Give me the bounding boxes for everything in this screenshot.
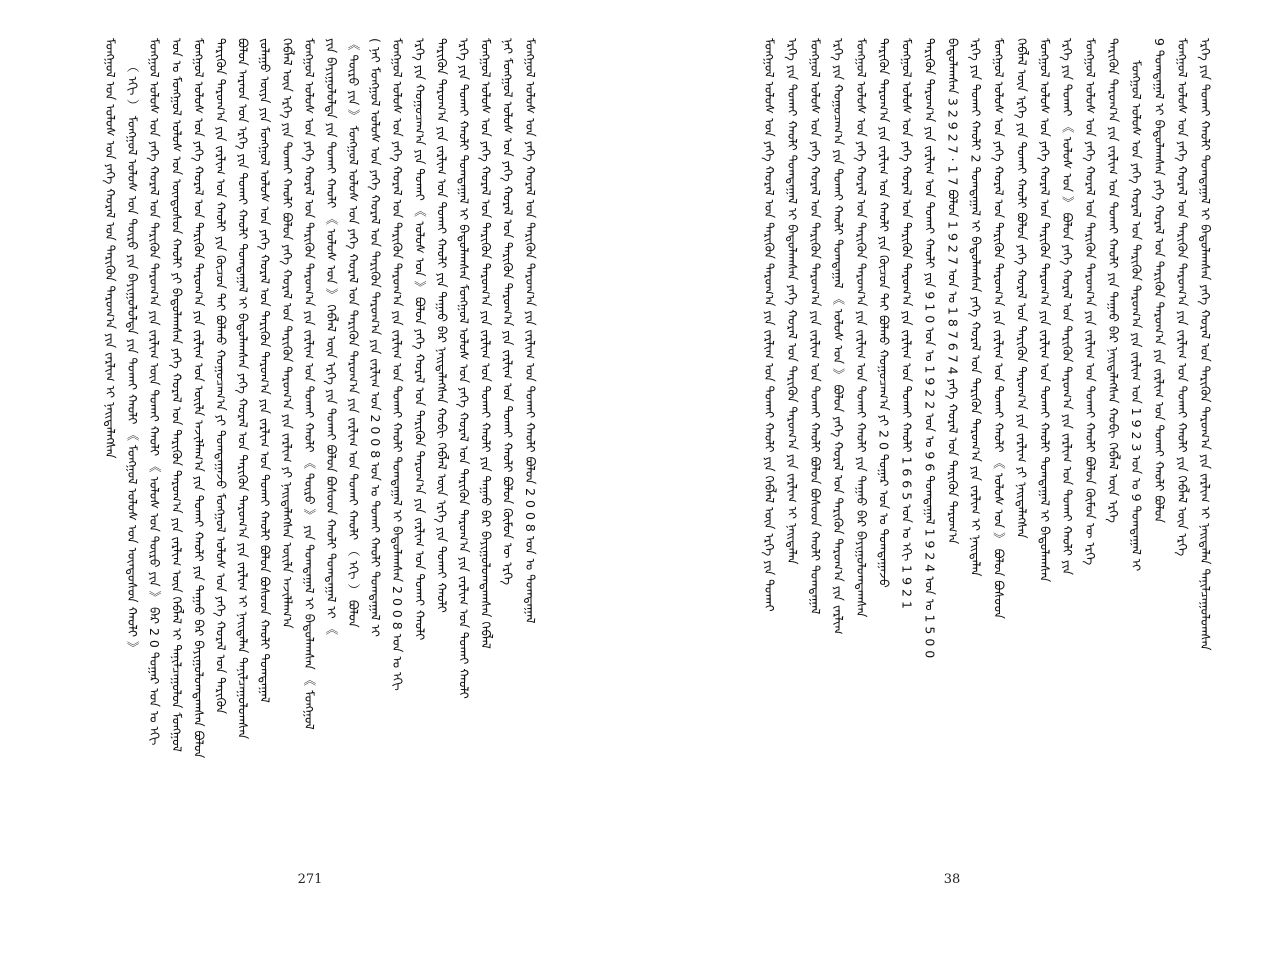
text-line: ᠮᠣᠩᠭᠣᠯ ᠤᠯᠤᠰ ᠤᠨ ᠶᠡᠬᠡ ᠬᠤᠷᠠᠯ ᠤᠨ ᠲᠡᠷᠢᠭᠦᠨ ᠳᠠᠷᠤᠭ᠎ᠠ ᠶᠢᠨ ᠵᠠᠷᠯᠢᠭ ᠤᠨ ᠦᠢᠯᠡ ᠠᠵᠢᠯᠯᠠᠭ᠎ᠠ ᠶᠢᠨ ᠲᠤᠬᠠᠢ ᠬᠠᠤᠯᠢ ᠶᠢᠨ ᠳᠠᠭᠠᠤ ᠪᠠᠷ ᠪᠠᠶᠢᠭᠤᠯᠤᠭᠳᠠᠭᠰᠠᠨ ᠪᠣᠯᠤᠨ xyxy=(191,38,207,759)
text-line: ᠮᠣᠩᠭᠣᠯ ᠤᠯᠤᠰ ᠤᠨ ᠶᠡᠬᠡ ᠬᠤᠷᠠᠯ ᠤᠨ ᠲᠡᠷᠢᠭᠦᠨ ᠳᠠᠷᠤᠭ᠎ᠠ ᠶᠢᠨ ᠵᠠᠷᠯᠢᠭ ᠤᠨ ᠲᠤᠬᠠᠢ ᠬᠠᠤᠯᠢ ᠪᠣᠯᠤᠨ 2 0 0 8 ᠣᠨ ᠤ ᠲᠣᠭᠲᠠᠭᠠᠯ xyxy=(522,38,538,624)
text-line: ᠵᠤᠯᠠᠭᠤ ᠦᠶᠡ ᠶᠢᠨ ᠮᠣᠩᠭᠣᠯ ᠤᠯᠤᠰ ᠤᠨ ᠶᠡᠬᠡ ᠬᠤᠷᠠᠯ ᠤᠨ ᠲᠡᠷᠢᠭᠦᠨ ᠳᠠᠷᠤᠭ᠎ᠠ ᠶᠢᠨ ᠵᠠᠷᠯᠢᠭ ᠤᠨ ᠲᠤᠬᠠᠢ ᠬᠠᠤᠯᠢ ᠪᠣᠯᠤᠨ ᠪᠤᠰᠤᠳ ᠬᠠᠤᠯᠢ ᠲᠣᠭᠲᠠᠭᠠᠯ xyxy=(257,38,273,703)
text-line: ᠮᠣᠩᠭᠣᠯ ᠤᠯᠤᠰ ᠤᠨ ᠶᠡᠬᠡ ᠬᠤᠷᠠᠯ ᠤᠨ ᠲᠡᠷᠢᠭᠦᠨ ᠳᠠᠷᠤᠭ᠎ᠠ ᠶᠢᠨ ᠵᠠᠷᠯᠢᠭ ᠤᠨ ᠲᠤᠬᠠᠢ ᠬᠠᠤᠯᠢ ᠪᠣᠯᠤᠨ ᠬᠦᠮᠦᠨ ᠦ ᠡᠷᠬᠡ xyxy=(1083,38,1099,566)
text-line: ᠪᠠᠲᠤᠯᠠᠭᠰᠠᠨ 3 2 9 2 7 · 1 7 ᠪᠣᠯᠤᠨ 1 9 2 7 ᠣᠨ ᠤ 1 8 7 6 7 4 ᠶᠡᠬᠡ ᠬᠤᠷᠠᠯ ᠤᠨ ᠲᠡᠷᠢᠭᠦᠨ ᠳᠠᠷᠤᠭ᠎ᠠ xyxy=(945,38,961,545)
text-line: ᠲᠡᠷᠢᠭᠦᠨ ᠳᠠᠷᠤᠭ᠎ᠠ ᠶᠢᠨ ᠵᠠᠷᠯᠢᠭ ᠤᠨ ᠲᠤᠬᠠᠢ ᠬᠠᠤᠯᠢ ᠶᠢᠨ 9 1 0 ᠣᠨ ᠤ 1 9 2 2 ᠣᠨ ᠤ 9 6 ᠲᠣᠭᠲᠠᠭᠠᠯ 1 9 2 4 ᠣᠨ ᠤ 1 5 0 0 xyxy=(922,38,938,659)
text-line: ᠲᠡᠷᠢᠭᠦᠨ ᠳᠠᠷᠤᠭ᠎ᠠ ᠶᠢᠨ ᠵᠠᠷᠯᠢᠭ ᠤᠨ ᠬᠠᠤᠯᠢ ᠶᠢᠨ ᠬᠦᠴᠦᠨ ᠲᠡᠢ ᠪᠣᠯᠬᠤ ᠬᠤᠭᠤᠴᠠᠭ᠎ᠠ ᠶᠢ ᠲᠣᠭᠲᠠᠭᠠᠵᠤ ᠮᠣᠩᠭᠣᠯ ᠤᠯᠤᠰ ᠤᠨ ᠶᠡᠬᠡ ᠬᠤᠷᠠᠯ ᠤᠨ ᠲᠡᠷᠢᠭᠦᠨ xyxy=(213,38,229,714)
text-line: ᠮᠣᠩᠭᠣᠯ ᠤᠯᠤᠰ ᠤᠨ ᠶᠡᠬᠡ ᠬᠤᠷᠠᠯ ᠤᠨ ᠲᠡᠷᠢᠭᠦᠨ ᠳᠠᠷᠤᠭ᠎ᠠ ᠶᠢᠨ ᠵᠠᠷᠯᠢᠭ ᠤᠨ ᠲᠤᠬᠠᠢ ᠬᠠᠤᠯᠢ ᠶᠢᠨ ᠬᠡᠪᠯᠡᠯ ᠦᠨ ᠡᠷᠬᠡ xyxy=(1174,38,1190,557)
text-line: （ ᠡᠬᠢ ） ᠮᠣᠩᠭᠣᠯ ᠤᠯᠤᠰ ᠤᠨ ᠲᠥᠷᠦ ᠶᠢᠨ ᠪᠠᠶᠢᠭᠤᠯᠤᠯᠲᠠ ᠶᠢᠨ ᠲᠤᠬᠠᠢ ᠬᠠᠤᠯᠢ 《 ᠮᠣᠩᠭᠣᠯ ᠤᠯᠤᠰ ᠤᠨ ᠦᠨᠳᠦᠰᠦᠨ ᠬᠠᠤᠯᠢ 》 xyxy=(125,60,141,654)
text-line: ᠮᠣᠩᠭᠣᠯ ᠤᠯᠤᠰ ᠤᠨ ᠶᠡᠬᠡ ᠬᠤᠷᠠᠯ ᠤᠨ ᠲᠡᠷᠢᠭᠦᠨ ᠳᠠᠷᠤᠭ᠎ᠠ ᠶᠢᠨ ᠵᠠᠷᠯᠢᠭ ᠤᠨ ᠲᠤᠬᠠᠢ ᠬᠠᠤᠯᠢ 《 ᠤᠯᠤᠰ ᠤᠨ 》 ᠪᠣᠯᠤᠨ ᠪᠤᠰᠤᠳ xyxy=(991,38,1007,619)
text-line: ᠮᠣᠩᠭᠣᠯ ᠤᠯᠤᠰ ᠤᠨ ᠶᠡᠬᠡ ᠬᠤᠷᠠᠯ ᠤᠨ ᠲᠡᠷᠢᠭᠦᠨ ᠳᠠᠷᠤᠭ᠎ᠠ ᠶᠢᠨ ᠵᠠᠷᠯᠢᠭ ᠤᠨ 1 9 2 3 ᠣᠨ ᠤ 9 ᠲᠣᠭᠲᠠᠭᠠᠯ ᠢ xyxy=(1129,60,1144,572)
text-line: ᠡᠷᠬᠡ ᠶᠢᠨ ᠲᠤᠬᠠᠢ ᠬᠠᠤᠯᠢ ᠲᠣᠭᠲᠠᠭᠠᠯ ᠢ ᠪᠠᠲᠤᠯᠠᠭᠰᠠᠨ ᠶᠡᠬᠡ ᠬᠤᠷᠠᠯ ᠤᠨ ᠲᠡᠷᠢᠭᠦᠨ ᠳᠠᠷᠤᠭ᠎ᠠ ᠶᠢᠨ ᠵᠠᠷᠯᠢᠭ ᠢ ᠨᠡᠢᠲᠡᠯᠡᠨ xyxy=(784,38,800,565)
text-line: ᠮᠣᠩᠭᠣᠯ ᠤᠨ ᠤᠯᠤᠰ ᠤᠨ ᠶᠡᠬᠡ ᠬᠤᠷᠠᠯ ᠤᠨ ᠲᠡᠷᠢᠭᠦᠨ ᠳᠠᠷᠤᠭ᠎ᠠ ᠶᠢᠨ ᠵᠠᠷᠯᠢᠭ ᠢ ᠨᠡᠢᠲᠡᠯᠡᠭᠰᠡᠨ xyxy=(103,38,118,459)
text-line: ᠬᠡᠪᠯᠡᠯ ᠦᠨ ᠡᠷᠬᠡ ᠶᠢᠨ ᠲᠤᠬᠠᠢ ᠬᠠᠤᠯᠢ ᠪᠣᠯᠤᠨ ᠶᠡᠬᠡ ᠬᠤᠷᠠᠯ ᠤᠨ ᠲᠡᠷᠢᠭᠦᠨ ᠳᠠᠷᠤᠭ᠎ᠠ ᠶᠢᠨ ᠵᠠᠷᠯᠢᠭ ᠶᠢ ᠨᠡᠢᠲᠡᠯᠡᠭᠰᠡᠨ ᠦᠢᠯᠡ ᠠᠵᠢᠯᠯᠠᠭ᠎ᠠ xyxy=(279,38,295,629)
text-line: ᠪᠣᠯᠤᠨ ᠠᠷᠠᠳ ᠤᠨ ᠡᠷᠬᠡ ᠶᠢᠨ ᠲᠤᠬᠠᠢ ᠬᠠᠤᠯᠢ ᠲᠣᠭᠲᠠᠭᠠᠯ ᠢ ᠪᠠᠲᠤᠯᠠᠭᠰᠠᠨ ᠶᠡᠬᠡ ᠬᠤᠷᠠᠯ ᠤᠨ ᠲᠡᠷᠢᠭᠦᠨ ᠳᠠᠷᠤᠭ᠎ᠠ ᠶᠢᠨ ᠵᠠᠷᠯᠢᠭ ᠢ ᠨᠡᠢᠲᠡᠯᠡᠨ ᠲᠠᠨᠢᠯᠴᠠᠭᠤᠯᠤᠭᠰᠠᠨ xyxy=(235,38,251,740)
text-line: ᠡᠷᠬᠡ ᠶᠢᠨ ᠲᠤᠬᠠᠢ ᠬᠠᠤᠯᠢ ᠲᠣᠭᠲᠠᠭᠠᠯ ᠢ ᠪᠠᠲᠤᠯᠠᠭᠰᠠᠨ ᠶᠡᠬᠡ ᠬᠤᠷᠠᠯ ᠤᠨ ᠲᠡᠷᠢᠭᠦᠨ ᠳᠠᠷᠤᠭ᠎ᠠ ᠶᠢᠨ ᠵᠠᠷᠯᠢᠭ ᠢ ᠨᠡᠢᠲᠡᠯᠡᠨ ᠲᠠᠨᠢᠯᠴᠠᠭᠤᠯᠤᠭᠰᠠᠨ xyxy=(1197,38,1213,651)
page-number: 38 xyxy=(943,872,961,887)
text-line: ᠡᠷᠬᠡ ᠶᠢᠨ ᠬᠤᠭᠤᠴᠠᠭ᠎ᠠ ᠶᠢᠨ ᠲᠤᠬᠠᠢ 《 ᠤᠯᠤᠰ ᠤᠨ 》 ᠪᠣᠯᠤᠨ ᠶᠡᠬᠡ ᠬᠤᠷᠠᠯ ᠤᠨ ᠲᠡᠷᠢᠭᠦᠨ ᠳᠠᠷᠤᠭ᠎ᠠ ᠶᠢᠨ ᠵᠠᠷᠯᠢᠭ ᠤᠨ ᠲᠤᠬᠠᠢ ᠬᠠᠤᠯᠢ xyxy=(412,38,428,641)
left-page xyxy=(0,0,632,978)
text-line: ᠮᠣᠩᠭᠣᠯ ᠤᠯᠤᠰ ᠤᠨ ᠶᠡᠬᠡ ᠬᠤᠷᠠᠯ ᠤᠨ ᠲᠡᠷᠢᠭᠦᠨ ᠳᠠᠷᠤᠭ᠎ᠠ ᠶᠢᠨ ᠵᠠᠷᠯᠢᠭ ᠤᠨ ᠲᠤᠬᠠᠢ ᠬᠠᠤᠯᠢ ᠪᠣᠯᠤᠨ ᠪᠤᠰᠤᠳ ᠬᠠᠤᠯᠢ ᠲᠣᠭᠲᠠᠭᠠᠯ xyxy=(807,38,823,615)
text-line: ᠮᠣᠩᠭᠣᠯ ᠤᠯᠤᠰ ᠤᠨ ᠶᠡᠬᠡ ᠬᠤᠷᠠᠯ ᠤᠨ ᠲᠡᠷᠢᠭᠦᠨ ᠳᠠᠷᠤᠭ᠎ᠠ ᠶᠢᠨ ᠵᠠᠷᠯᠢᠭ ᠤᠨ ᠲᠤᠬᠠᠢ ᠬᠠᠤᠯᠢ 1 6 6 5 ᠣᠨ ᠤ ᠡᠬᠢ 1 9 2 1 xyxy=(899,38,915,609)
text-line: ( ᠨᠠᠢ ᠮᠣᠩᠭᠣᠯ ᠤᠯᠤᠰ ᠤᠨ ᠶᠡᠬᠡ ᠬᠤᠷᠠᠯ ᠤᠨ ᠲᠡᠷᠢᠭᠦᠨ ᠳᠠᠷᠤᠭ᠎ᠠ ᠶᠢᠨ ᠵᠠᠷᠯᠢᠭ ᠤᠨ 2 0 0 8 ᠣᠨ ᠤ ᠲᠤᠬᠠᠢ ᠬᠠᠤᠯᠢ ᠲᠣᠭᠲᠠᠭᠠᠯ ᠢ xyxy=(368,38,384,637)
text-line: ᠡᠷᠬᠡ ᠶᠢᠨ ᠬᠤᠭᠤᠴᠠᠭ᠎ᠠ ᠶᠢᠨ ᠲᠤᠬᠠᠢ ᠬᠠᠤᠯᠢ ᠲᠣᠭᠲᠠᠭᠠᠯ 《 ᠤᠯᠤᠰ ᠤᠨ 》 ᠪᠣᠯᠤᠨ ᠶᠡᠬᠡ ᠬᠤᠷᠠᠯ ᠤᠨ ᠲᠡᠷᠢᠭᠦᠨ ᠳᠠᠷᠤᠭ᠎ᠠ ᠶᠢᠨ ᠵᠠᠷᠯᠢᠭ xyxy=(830,38,846,635)
text-line: 9 ᠲᠣᠭᠲᠠᠭᠠᠯ ᠢ ᠪᠠᠲᠤᠯᠠᠭᠰᠠᠨ ᠶᠡᠬᠡ ᠬᠤᠷᠠᠯ ᠤᠨ ᠲᠡᠷᠢᠭᠦᠨ ᠳᠠᠷᠤᠭ᠎ᠠ ᠶᠢᠨ ᠵᠠᠷᠯᠢᠭ ᠤᠨ ᠲᠤᠬᠠᠢ ᠬᠠᠤᠯᠢ ᠪᠣᠯᠤᠨ xyxy=(1151,38,1167,523)
text-line: ᠣᠨ ᠤ ᠮᠣᠩᠭᠣᠯ ᠤᠯᠤᠰ ᠤᠨ ᠦᠨᠳᠦᠰᠦᠨ ᠬᠠᠤᠯᠢ ᠶᠢ ᠪᠠᠲᠤᠯᠠᠭᠰᠠᠨ ᠶᠡᠬᠡ ᠬᠤᠷᠠᠯ ᠤᠨ ᠲᠡᠷᠢᠭᠦᠨ ᠳᠠᠷᠤᠭ᠎ᠠ ᠶᠢᠨ ᠵᠠᠷᠯᠢᠭ ᠦᠨ ᠬᠡᠪᠯᠡᠯ ᠢ ᠲᠠᠨᠢᠯᠴᠠᠭᠤᠯᠤᠨ ᠮᠣᠩᠭᠣᠯ xyxy=(169,38,185,752)
text-line: ᠲᠡᠷᠢᠭᠦᠨ ᠳᠠᠷᠤᠭ᠎ᠠ ᠶᠢᠨ ᠵᠠᠷᠯᠢᠭ ᠤᠨ ᠬᠠᠤᠯᠢ ᠶᠢᠨ ᠬᠦᠴᠦᠨ ᠲᠡᠢ ᠪᠣᠯᠬᠤ ᠬᠤᠭᠤᠴᠠᠭ᠎ᠠ ᠶᠢ 2 0 ᠳᠤᠭᠠᠷ ᠣᠨ ᠤ ᠲᠣᠭᠲᠠᠭᠠᠵᠤ xyxy=(876,38,892,588)
text-line: ᠮᠣᠩᠭᠣᠯ ᠤᠯᠤᠰ ᠤᠨ ᠶᠡᠬᠡ ᠬᠤᠷᠠᠯ ᠤᠨ ᠲᠡᠷᠢᠭᠦᠨ ᠳᠠᠷᠤᠭ᠎ᠠ ᠶᠢᠨ ᠵᠠᠷᠯᠢᠭ ᠤᠨ ᠲᠤᠬᠠᠢ ᠬᠠᠤᠯᠢ ᠶᠢᠨ ᠳᠠᠭᠠᠤ ᠪᠠᠷ ᠪᠠᠶᠢᠭᠤᠯᠤᠭᠳᠠᠭᠰᠠᠨ xyxy=(853,38,869,618)
text-line: ᠡᠷᠬᠡ ᠶᠢᠨ ᠲᠤᠬᠠᠢ 《 ᠤᠯᠤᠰ ᠤᠨ 》 ᠪᠣᠯᠤᠨ ᠶᠡᠬᠡ ᠬᠤᠷᠠᠯ ᠤᠨ ᠲᠡᠷᠢᠭᠦᠨ ᠳᠠᠷᠤᠭ᠎ᠠ ᠶᠢᠨ ᠵᠠᠷᠯᠢᠭ ᠤᠨ ᠲᠤᠬᠠᠢ ᠬᠠᠤᠯᠢ ᠶᠢᠨ xyxy=(1060,38,1076,575)
text-line: ᠡᠷᠬᠡ ᠶᠢᠨ ᠲᠤᠬᠠᠢ ᠬᠠᠤᠯᠢ ᠲᠣᠭᠲᠠᠭᠠᠯ ᠢ ᠪᠠᠲᠤᠯᠠᠭᠰᠠᠨ ᠮᠣᠩᠭᠣᠯ ᠤᠯᠤᠰ ᠤᠨ ᠶᠡᠬᠡ ᠬᠤᠷᠠᠯ ᠤᠨ ᠲᠡᠷᠢᠭᠦᠨ ᠳᠠᠷᠤᠭ᠎ᠠ ᠶᠢᠨ ᠵᠠᠷᠯᠢᠭ ᠤᠨ ᠲᠤᠬᠠᠢ ᠬᠠᠤᠯᠢ xyxy=(456,38,472,699)
right-page xyxy=(633,0,1265,978)
text-line: ᠡᠷᠬᠡ ᠶᠢᠨ ᠲᠤᠬᠠᠢ ᠬᠠᠤᠯᠢ 2 ᠲᠣᠭᠲᠠᠭᠠᠯ ᠢ ᠪᠠᠲᠤᠯᠠᠭᠰᠠᠨ ᠶᠡᠬᠡ ᠬᠤᠷᠠᠯ ᠤᠨ ᠲᠡᠷᠢᠭᠦᠨ ᠳᠠᠷᠤᠭ᠎ᠠ ᠶᠢᠨ ᠵᠠᠷᠯᠢᠭ ᠢ ᠨᠡᠢᠲᠡᠯᠡᠨ xyxy=(968,38,984,577)
text-line: ᠮᠣᠩᠭᠣᠯ ᠤᠯᠤᠰ ᠤᠨ ᠶᠡᠬᠡ ᠬᠤᠷᠠᠯ ᠤᠨ ᠲᠡᠷᠢᠭᠦᠨ ᠳᠠᠷᠤᠭ᠎ᠠ ᠶᠢᠨ ᠵᠠᠷᠯᠢᠭ ᠤᠨ ᠲᠤᠬᠠᠢ ᠬᠠᠤᠯᠢ 《 ᠲᠦᠷᠦ 》 ᠶᠢᠨ ᠲᠣᠭᠲᠠᠭᠠᠯ ᠢ ᠪᠠᠲᠤᠯᠠᠭᠰᠠᠨ 《 ᠮᠣᠩᠭᠣᠯ xyxy=(301,38,317,730)
left-page-text-block xyxy=(102,38,544,868)
text-line: ᠶᠢᠨ ᠪᠠᠶᠢᠭᠤᠯᠤᠯᠲᠠ ᠶᠢᠨ ᠲᠤᠬᠠᠢ ᠬᠠᠤᠯᠢ 《 ᠤᠯᠤᠰ ᠤᠨ 》 ᠬᠡᠪᠯᠡᠯ ᠦᠨ ᠡᠷᠬᠡ ᠶᠢᠨ ᠲᠤᠬᠠᠢ ᠪᠣᠯᠤᠨ ᠪᠤᠰᠤᠳ ᠬᠠᠤᠯᠢ ᠲᠣᠭᠲᠠᠭᠠᠯ ᠢ 《 xyxy=(323,38,339,636)
text-line: ᠮᠣᠩᠭᠣᠯ ᠤᠯᠤᠰ ᠤᠨ ᠶᠡᠬᠡ ᠬᠤᠷᠠᠯ ᠤᠨ ᠲᠡᠷᠢᠭᠦᠨ ᠳᠠᠷᠤᠭ᠎ᠠ ᠶᠢᠨ ᠵᠠᠷᠯᠢᠭ ᠤᠨ ᠲᠤᠬᠠᠢ ᠬᠠᠤᠯᠢ ᠲᠣᠭᠲᠠᠭᠠᠯ ᠢ ᠪᠠᠲᠤᠯᠠᠭᠰᠠᠨ xyxy=(1037,38,1053,583)
text-line: 《 ᠲᠦᠷᠦ ᠶᠢᠨ 》 ᠮᠣᠩᠭᠣᠯ ᠤᠯᠤᠰ ᠤᠨ ᠶᠡᠬᠡ ᠬᠤᠷᠠᠯ ᠤᠨ ᠲᠡᠷᠢᠭᠦᠨ ᠳᠠᠷᠤᠭ᠎ᠠ ᠶᠢᠨ ᠵᠠᠷᠯᠢᠭ ᠤᠨ ᠲᠤᠬᠠᠢ ᠬᠠᠤᠯᠢ （ ᠡᠬᠢ ） ᠪᠣᠯᠤᠨ xyxy=(346,38,362,628)
text-line: ᠬᠡᠪᠯᠡᠯ ᠦᠨ ᠡᠷᠬᠡ ᠶᠢᠨ ᠲᠤᠬᠠᠢ ᠬᠠᠤᠯᠢ ᠪᠣᠯᠤᠨ ᠶᠡᠬᠡ ᠬᠤᠷᠠᠯ ᠤᠨ ᠲᠡᠷᠢᠭᠦᠨ ᠳᠠᠷᠤᠭ᠎ᠠ ᠶᠢᠨ ᠵᠠᠷᠯᠢᠭ ᠶᠢ ᠨᠡᠢᠲᠡᠯᠡᠭᠰᠡᠨ xyxy=(1014,38,1030,539)
text-line: ᠮᠣᠩᠭᠣᠯ ᠤᠯᠤᠰ ᠤᠨ ᠶᠡᠬᠡ ᠬᠤᠷᠠᠯ ᠤᠨ ᠲᠡᠷᠢᠭᠦᠨ ᠳᠠᠷᠤᠭ᠎ᠠ ᠶᠢᠨ ᠵᠠᠷᠯᠢᠭ ᠤᠨ ᠲᠤᠬᠠᠢ ᠬᠠᠤᠯᠢ ᠲᠣᠭᠲᠠᠭᠠᠯ ᠢ ᠪᠠᠲᠤᠯᠠᠭᠰᠠᠨ 2 0 0 8 ᠣᠨ ᠤ ᠡᠬᠢ xyxy=(390,38,406,691)
text-line: ᠨᠠᠢ ᠮᠣᠩᠭᠣᠯ ᠤᠯᠤᠰ ᠤᠨ ᠶᠡᠬᠡ ᠬᠤᠷᠠᠯ ᠤᠨ ᠲᠡᠷᠢᠭᠦᠨ ᠳᠠᠷᠤᠭ᠎ᠠ ᠶᠢᠨ ᠵᠠᠷᠯᠢᠭ ᠤᠨ ᠲᠤᠬᠠᠢ ᠬᠠᠤᠯᠢ ᠪᠣᠯᠤᠨ ᠬᠦᠮᠦᠨ ᠦ ᠡᠷᠬᠡ xyxy=(500,38,516,586)
page-number: 271 xyxy=(297,872,323,887)
right-page-text-block xyxy=(761,38,1213,868)
text-line: ᠮᠣᠩᠭᠣᠯ ᠤᠯᠤᠰ ᠤᠨ ᠶᠡᠬᠡ ᠬᠤᠷᠠᠯ ᠤᠨ ᠲᠡᠷᠢᠭᠦᠨ ᠳᠠᠷᠤᠭ᠎ᠠ ᠶᠢᠨ ᠵᠠᠷᠯᠢᠭ ᠤᠨ ᠲᠤᠬᠠᠢ ᠬᠠᠤᠯᠢ ᠶᠢᠨ ᠳᠠᠭᠠᠤ ᠪᠠᠷ ᠪᠠᠶᠢᠭᠤᠯᠤᠭᠳᠠᠭᠰᠠᠨ ᠬᠡᠪᠯᠡᠯ xyxy=(478,38,494,649)
text-line: ᠲᠡᠷᠢᠭᠦᠨ ᠳᠠᠷᠤᠭ᠎ᠠ ᠶᠢᠨ ᠵᠠᠷᠯᠢᠭ ᠤᠨ ᠲᠤᠬᠠᠢ ᠬᠠᠤᠯᠢ ᠶᠢᠨ ᠳᠠᠭᠠᠤ ᠪᠠᠷ ᠨᠡᠢᠲᠡᠯᠡᠭᠰᠡᠨ ᠬᠤᠪᠢ ᠬᠡᠪᠯᠡᠯ ᠦᠨ ᠡᠷᠬᠡ ᠶᠢᠨ ᠲᠤᠬᠠᠢ ᠬᠠᠤᠯᠢ xyxy=(434,38,450,613)
text-line: ᠮᠣᠩᠭᠣᠯ ᠤᠯᠤᠰ ᠤᠨ ᠶᠡᠬᠡ ᠬᠤᠷᠠᠯ ᠤᠨ ᠲᠡᠷᠢᠭᠦᠨ ᠳᠠᠷᠤᠭ᠎ᠠ ᠶᠢᠨ ᠵᠠᠷᠯᠢᠭ ᠦᠨ ᠲᠤᠬᠠᠢ ᠬᠠᠤᠯᠢ 《 ᠤᠯᠤᠰ ᠤᠨ ᠲᠥᠷᠦ ᠶᠢᠨ 》 ᠪᠡᠷ 2 0 ᠳᠤᠭᠠᠷ ᠣᠨ ᠤ ᠡᠬᠢ xyxy=(147,38,163,746)
text-line: ᠲᠡᠷᠢᠭᠦᠨ ᠳᠠᠷᠤᠭ᠎ᠠ ᠶᠢᠨ ᠵᠠᠷᠯᠢᠭ ᠤᠨ ᠲᠤᠬᠠᠢ ᠬᠠᠤᠯᠢ ᠶᠢᠨ ᠳᠠᠭᠠᠤ ᠪᠠᠷ ᠨᠡᠢᠲᠡᠯᠡᠭᠰᠡᠨ ᠬᠤᠪᠢ ᠬᠡᠪᠯᠡᠯ ᠦᠨ ᠡᠷᠬᠡ xyxy=(1106,38,1122,523)
text-line: ᠮᠣᠩᠭᠣᠯ ᠤᠯᠤᠰ ᠤᠨ ᠶᠡᠬᠡ ᠬᠤᠷᠠᠯ ᠤᠨ ᠲᠡᠷᠢᠭᠦᠨ ᠳᠠᠷᠤᠭ᠎ᠠ ᠶᠢᠨ ᠵᠠᠷᠯᠢᠭ ᠤᠨ ᠲᠤᠬᠠᠢ ᠬᠠᠤᠯᠢ ᠶᠢᠨ ᠬᠡᠪᠯᠡᠯ ᠦᠨ ᠡᠷᠬᠡ ᠶᠢᠨ ᠲᠤᠬᠠᠢ xyxy=(762,38,777,612)
